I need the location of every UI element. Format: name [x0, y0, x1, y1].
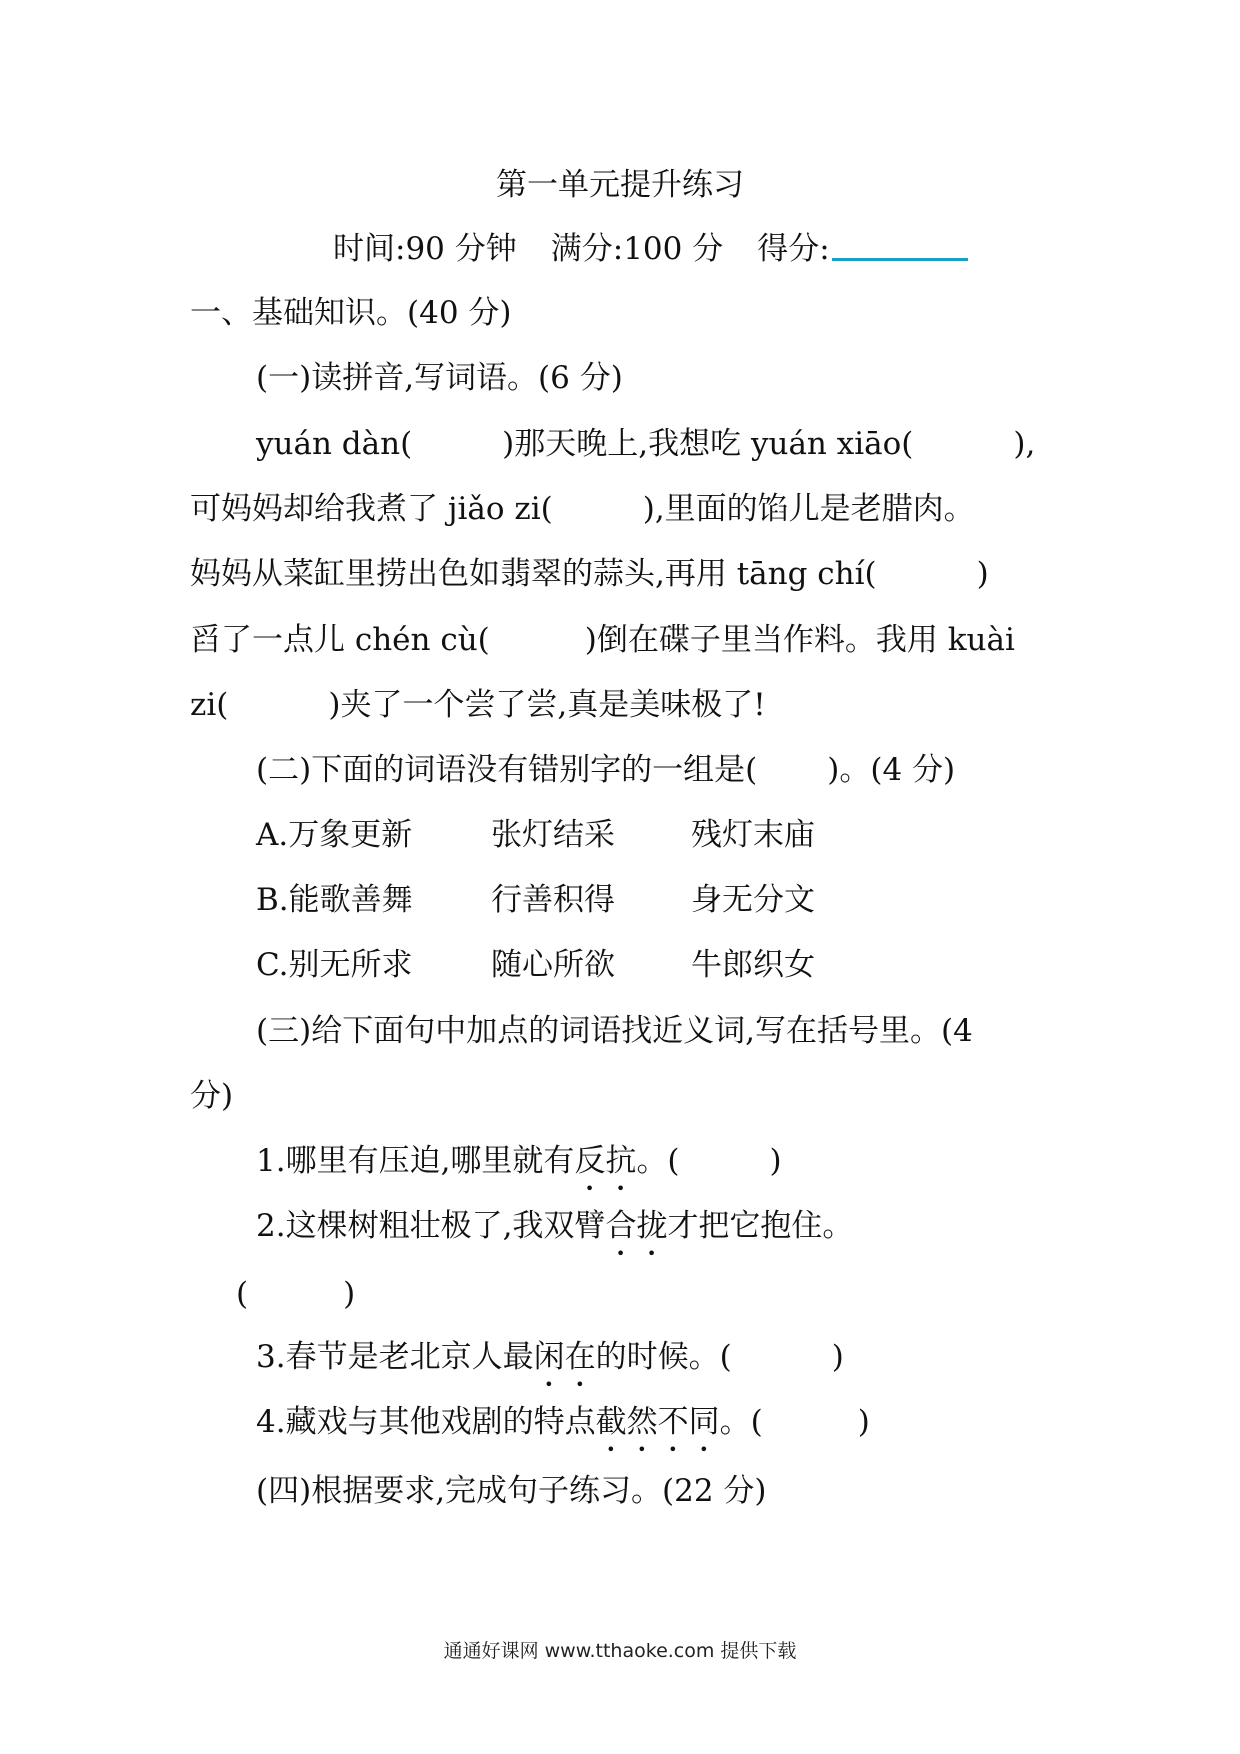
q1-line-1 — [256, 424, 1035, 464]
q3-text: 。( — [636, 1143, 680, 1179]
q3-sentence-2-answer — [236, 1274, 355, 1314]
q3-sentence-4 — [256, 1402, 870, 1459]
q3-text: 的时候。( — [595, 1339, 732, 1375]
footer-credit: 通通好课网 www.tthaoke.com 提供下载 — [443, 1640, 797, 1662]
q1-text: yuán dàn( — [256, 426, 413, 462]
q3-text: 1.哪里有压迫,哪里就有 — [256, 1143, 575, 1179]
q1-line-4 — [190, 620, 1015, 660]
section-1-heading: 一、基础知识。(40 分) — [190, 295, 512, 331]
q3-text: ) — [343, 1276, 356, 1312]
q1-text: ),里面的馅儿是老腊肉。 — [642, 491, 975, 527]
option-word: 随心所欲 — [491, 947, 615, 983]
q1-text: zi( — [190, 687, 229, 723]
q1-text: )夹了一个尝了尝,真是美味极了! — [328, 687, 766, 723]
q3-text: 2.这棵树粗壮极了,我双臂 — [256, 1208, 606, 1244]
score-label: 得分: — [757, 231, 830, 267]
option-word: B.能歌善舞 — [256, 882, 413, 918]
q3-sentence-2 — [256, 1206, 853, 1263]
q1-text: 舀了一点儿 chén cù( — [190, 622, 490, 658]
q1-heading: (一)读拼音,写词语。(6 分) — [256, 360, 623, 396]
q1-text: )倒在碟子里当作料。我用 kuài — [584, 622, 1015, 658]
dotted-word: 合拢 — [605, 1208, 668, 1244]
page-title: 第一单元提升练习 — [496, 167, 744, 203]
q2-text: (二)下面的词语没有错别字的一组是( — [256, 752, 758, 788]
q3-text: ) — [769, 1143, 782, 1179]
q3-sentence-1 — [256, 1141, 782, 1198]
option-word: 行善积得 — [491, 882, 615, 918]
q1-text: 可妈妈却给我煮了 jiǎo zi( — [190, 491, 553, 527]
q2-option-a — [256, 815, 815, 855]
option-word: 残灯末庙 — [691, 817, 815, 853]
time-limit: 时间:90 分钟 — [333, 231, 517, 267]
dotted-word: 反抗 — [574, 1143, 637, 1179]
q3-text: 。( — [719, 1404, 763, 1440]
option-word: 身无分文 — [691, 882, 815, 918]
q1-text: )那天晚上,我想吃 yuán xiāo( — [502, 426, 914, 462]
dotted-word: 截然不同 — [595, 1404, 720, 1440]
q3-heading: (三)给下面句中加点的词语找近义词,写在括号里。(4 — [256, 1013, 973, 1049]
q3-sentence-3 — [256, 1337, 844, 1394]
exam-meta — [333, 229, 968, 269]
q4-heading: (四)根据要求,完成句子练习。(22 分) — [256, 1473, 767, 1509]
q3-text: ) — [831, 1339, 844, 1375]
option-word: 张灯结采 — [491, 817, 615, 853]
q3-text: 4.藏戏与其他戏剧的特点 — [256, 1404, 596, 1440]
full-score: 满分:100 分 — [550, 231, 724, 267]
option-word: C.别无所求 — [256, 947, 413, 983]
q1-line-3 — [190, 554, 989, 594]
q3-heading-cont: 分) — [190, 1078, 234, 1114]
q1-line-5 — [190, 685, 766, 725]
q3-text: 3.春节是老北京人最 — [256, 1339, 534, 1375]
q1-text: 妈妈从菜缸里捞出色如翡翠的蒜头,再用 tāng chí( — [190, 556, 877, 592]
option-word: A.万象更新 — [256, 817, 413, 853]
q3-text: ( — [236, 1276, 249, 1312]
score-blank[interactable] — [832, 232, 968, 261]
q1-text: ), — [1013, 426, 1036, 462]
q1-text: ) — [976, 556, 989, 592]
q2-heading — [256, 750, 955, 790]
q3-text: ) — [857, 1404, 870, 1440]
dotted-word: 闲在 — [533, 1339, 596, 1375]
q2-option-b — [256, 880, 815, 920]
q2-option-c — [256, 945, 815, 985]
q3-text: 才把它抱住。 — [667, 1208, 854, 1244]
q2-text: )。(4 分) — [827, 752, 956, 788]
q1-line-2 — [190, 489, 975, 529]
option-word: 牛郎织女 — [691, 947, 815, 983]
